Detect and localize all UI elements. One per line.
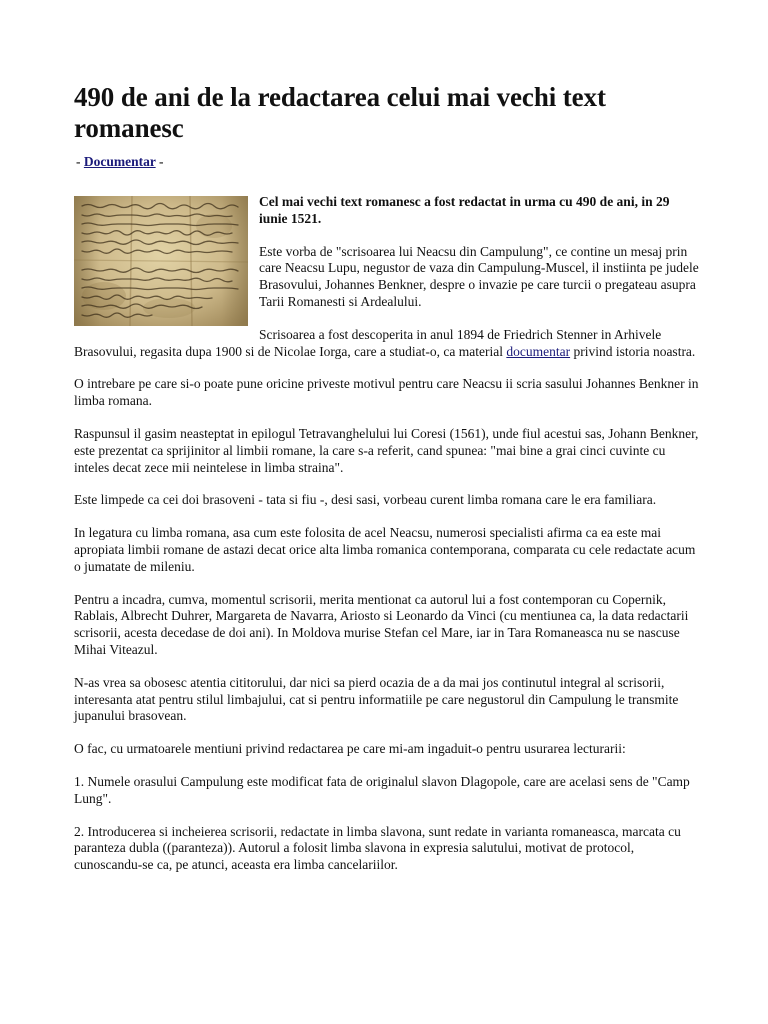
manuscript-letter-image [74,196,248,326]
paragraph-4: Raspunsul il gasim neasteptat in epilogul Tetravanghelului lui Coresi (1561), unde fiul acestui sas, Johann Benkner, este prezentat ca sprijinitor al limbii romane, la care s-a referit, cand spunea: "mai bine a grai cinci cuvinte cu inteles decat zece mii neintelese in limba straina". [74,425,699,475]
paragraph-2-text-after: privind istoria noastra. [570,343,696,359]
paragraph-11: 2. Introducerea si incheierea scrisorii, redactate in limba slavona, sunt redate in varianta romaneasca, marcata cu paranteza dubla ((paranteza)). Autorul a folosit limba slavona in expresia salutului, motivat de protocol, cunoscandu-se ca, pe atunci, aceasta era limba cancelariilor. [74,823,681,873]
paragraph-7: Pentru a incadra, cumva, momentul scrisorii, merita mentionat ca autorul lui a fost contemporan cu Copernik, Rablais, Albrecht Duhrer, Margareta de Navarra, Ariosto si Leonardo da Vinci (cu mentiunea ca, la data redactarii scrisorii, acesta decedase de doi ani). In Moldova murise Stefan cel Mare, iar in Tara Romaneasca nu se nascuse Mihai Viteazul. [74,591,689,657]
paragraph-9: O fac, cu urmatoarele mentiuni privind redactarea pe care mi-am ingaduit-o pentru usurarea lecturarii: [74,741,626,757]
article-lead: Cel mai vechi text romanesc a fost redactat in urma cu 490 de ani, in 29 iunie 1521. [259,194,670,226]
paragraph-2 [74,327,700,361]
documentar-inline-link[interactable]: documentar [506,343,571,359]
paragraph-2-text-before: Scrisoarea a fost descoperita in anul 1894 de Friedrich Stenner in Arhivele Brasovului, regasita dupa 1900 si de Nicolae Iorga, care a studiat-o, ca material [74,326,662,359]
paragraph-1: Este vorba de "scrisoarea lui Neacsu din Campulung", ce contine un mesaj prin care Neacsu Lupu, negustor de vaza din Campulung-Muscel, il instiinta pe judele Brasovului, Johannes Benkner, despre o invazie pe care turcii o pregateau asupra Tarii Romanesti si Ardealului. [259,243,699,309]
paragraph-5: Este limpede ca cei doi brasoveni - tata si fiu -, desi sasi, vorbeau curent limba romana care le era familiara. [74,492,657,508]
section-link-documentar[interactable]: Documentar [83,154,156,169]
article-page [74,82,700,890]
paragraph-6: In legatura cu limba romana, asa cum este folosita de acel Neacsu, numerosi specialisti afirma ca ea este mai apropiata limbii romane de astazi decat orice alta limba romanica contemporana, comparata cu cele redactate acum o jumatate de mileniu. [74,525,696,574]
paragraph-8: N-as vrea sa obosesc atentia cititorului, dar nici sa pierd ocazia de a da mai jos continutul integral al scrisorii, interesanta atat pentru stilul limbajului, cat si pentru informatiile pe care negustorul din Campulung le transmite jupanului brasovean. [74,674,679,724]
paragraph-10: 1. Numele orasului Campulung este modificat fata de originalul slavon Dlagopole, care are acelasi sens de "Camp Lung". [74,773,690,806]
article-body [74,194,700,874]
section-category [74,154,700,170]
article-title: 490 de ani de la redactarea celui mai vechi text romanesc [74,82,606,143]
section-prefix: - [76,154,84,169]
manuscript-image [74,196,248,326]
paragraph-3: O intrebare pe care si-o poate pune oricine priveste motivul pentru care Neacsu ii scria sasului Johannes Benkner in limba romana. [74,376,699,409]
section-suffix: - [155,154,164,169]
